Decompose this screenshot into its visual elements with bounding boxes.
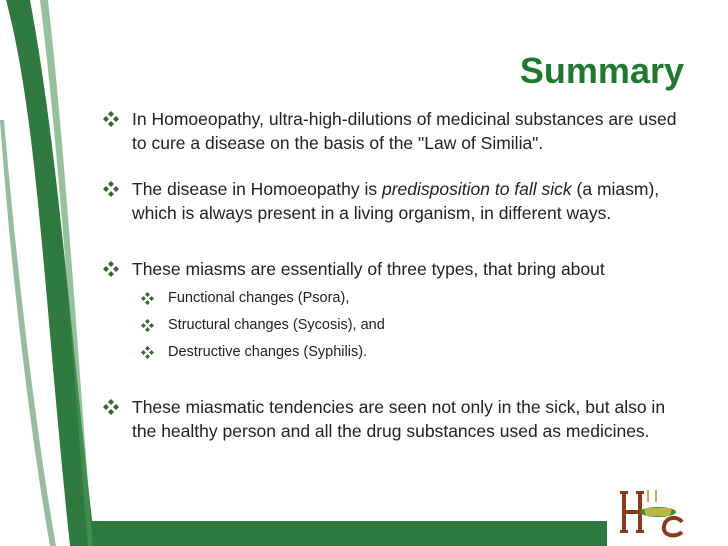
slide-title: Summary (519, 50, 684, 91)
bullet-item (101, 107, 691, 155)
four-diamond-icon (141, 292, 154, 305)
four-diamond-icon (103, 399, 119, 415)
four-diamond-icon (103, 111, 119, 127)
sub-bullet-item (101, 285, 691, 312)
sub-bullet-text: Destructive changes (Syphilis). (168, 344, 368, 360)
bullet-text: (a miasm), which is always present in a living organism, in different ways. (132, 179, 660, 223)
sub-bullet-text: Functional changes (Psora), (168, 290, 350, 306)
four-diamond-icon (103, 181, 119, 197)
sub-bullet-list (101, 285, 691, 366)
bullet-text: In Homoeopathy, ultra-high-dilutions of medicinal substances are used to cure a disease on the basis of the "Law of Similia". (132, 109, 677, 153)
bullet-item (101, 395, 691, 443)
four-diamond-icon (141, 319, 154, 332)
four-diamond-icon (141, 346, 154, 359)
sub-bullet-text: Structural changes (Sycosis), and (168, 317, 385, 333)
bullet-item (101, 257, 691, 281)
sub-bullet-item (101, 339, 691, 366)
slide-content (101, 107, 691, 443)
hc-logo (618, 488, 688, 538)
bullet-text: The disease in Homoeopathy is (132, 179, 382, 199)
bullet-text: These miasmatic tendencies are seen not only in the sick, but also in the healthy person and all the drug substances used as medicines. (132, 397, 666, 441)
bullet-item (101, 177, 691, 225)
four-diamond-icon (103, 261, 119, 277)
bullet-emphasis: predisposition to fall sick (382, 179, 572, 199)
footer-bar (92, 521, 607, 546)
sub-bullet-item (101, 312, 691, 339)
left-swoosh-decoration (0, 0, 100, 546)
bullet-text: These miasms are essentially of three types, that bring about (132, 259, 605, 279)
